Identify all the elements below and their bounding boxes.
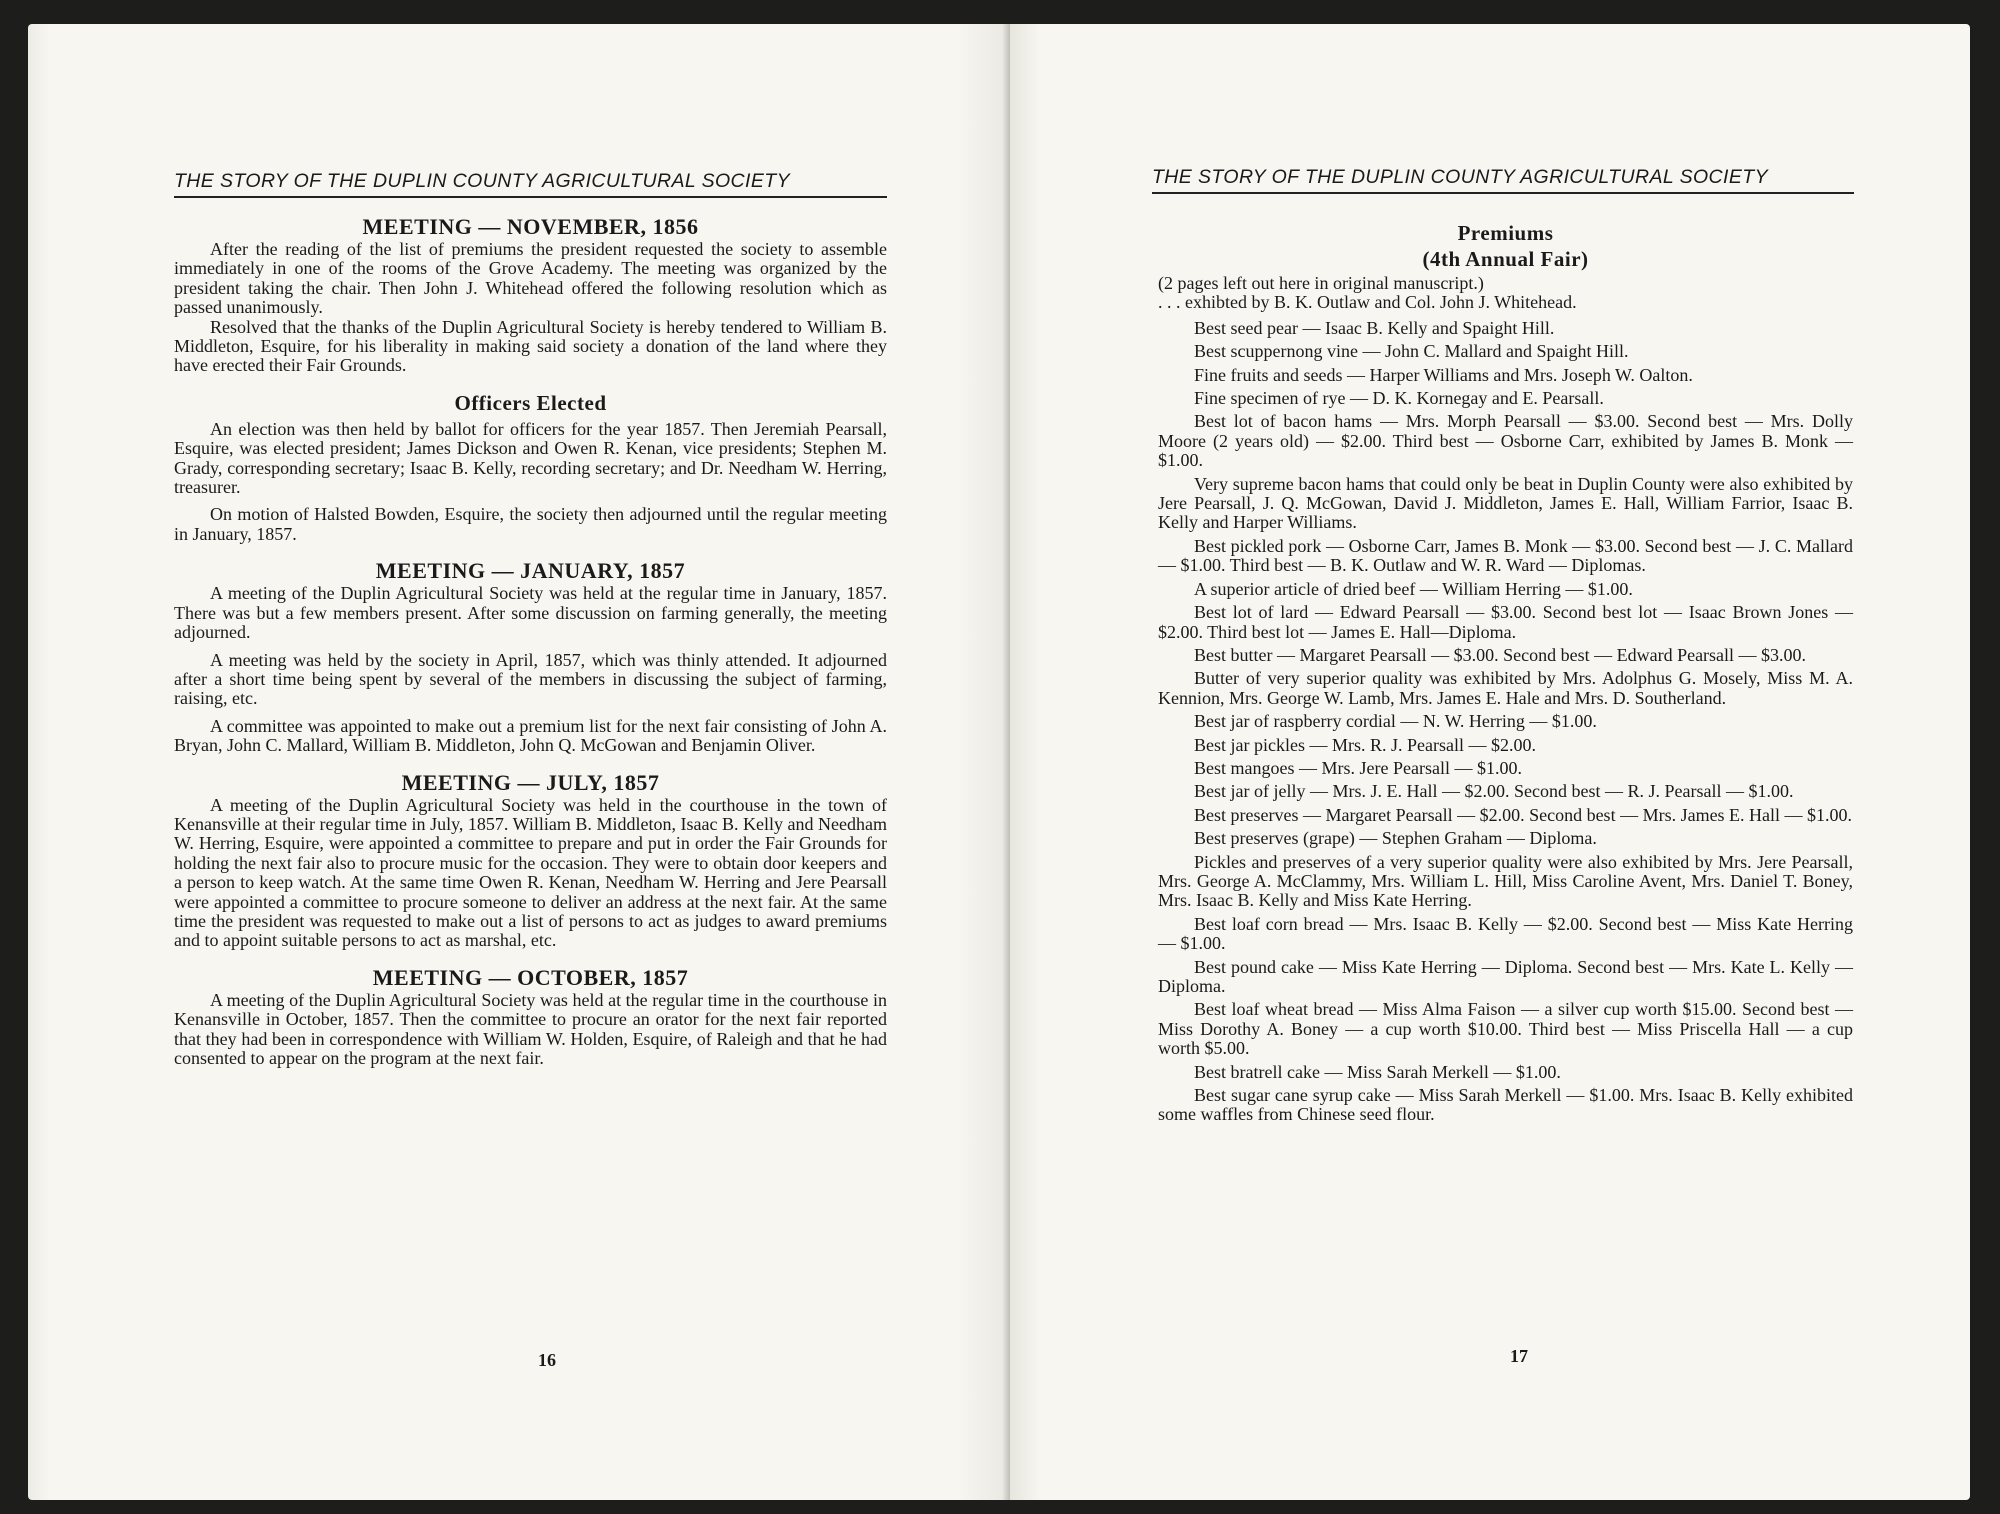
left-page — [28, 24, 1010, 1500]
premium-entry: Best lot of bacon hams — Mrs. Morph Pearsall — $3.00. Second best — Mrs. Dolly Moore (2 years old) — $2.00. Third best — Osborne Carr, exhibited by James B. Monk — $1.00. — [1158, 411, 1853, 471]
premium-entry: Best seed pear — Isaac B. Kelly and Spaight Hill. — [1194, 317, 1555, 338]
premium-entry: A superior article of dried beef — William Herring — $1.00. — [1194, 578, 1633, 599]
paragraph: An election was then held by ballot for officers for the year 1857. Then Jeremiah Pearsall, Esquire, was elected president; James Dickson and Owen R. Kenan, vice presidents; Stephen M. Grady, corresponding secretary; Isaac B. Kelly, recording secretary; and Dr. Needham W. Herring, treasurer. — [174, 418, 887, 498]
premium-entry: Best mangoes — Mrs. Jere Pearsall — $1.00. — [1194, 757, 1522, 778]
premium-entry: Butter of very superior quality was exhibited by Mrs. Adolphus G. Mosely, Miss M. A. Kennion, Mrs. George W. Lamb, Mrs. James E. Hale and Mrs. D. Southerland. — [1158, 668, 1853, 708]
premium-entry: Best lot of lard — Edward Pearsall — $3.00. Second best lot — Isaac Brown Jones — $2.00. Third best lot — James E. Hall—Diploma. — [1158, 602, 1853, 642]
paragraph: A meeting of the Duplin Agricultural Society was held at the regular time in January, 1857. There was but a few members present. After some discussion on farming generally, the meeting adjourned. — [174, 583, 887, 643]
premium-entry: Fine fruits and seeds — Harper Williams and Mrs. Joseph W. Oalton. — [1194, 364, 1693, 385]
premium-entry: Best preserves (grape) — Stephen Graham — Diploma. — [1194, 828, 1597, 849]
page-number-left: 16 — [538, 1350, 556, 1370]
right-column — [1158, 220, 1853, 1129]
page-number-right: 17 — [1510, 1346, 1528, 1366]
premium-entry: Pickles and preserves of a very superior quality were also exhibited by Mrs. Jere Pearsall, Mrs. George A. McClammy, Mrs. William L. Hill, Miss Caroline Avent, Mrs. Daniel T. Boney, Mrs. Isaac B. Kelly and Miss Kate Herring. — [1158, 851, 1853, 911]
heading-4th-annual-fair: (4th Annual Fair) — [1422, 247, 1589, 271]
premium-entry: Best butter — Margaret Pearsall — $3.00. Second best — Edward Pearsall — $3.00. — [1194, 644, 1807, 665]
premium-entry: Best bratrell cake — Miss Sarah Merkell — $1.00. — [1194, 1061, 1561, 1082]
premium-entry: Best jar of raspberry cordial — N. W. Herring — $1.00. — [1194, 711, 1597, 732]
premium-entry: Best pound cake — Miss Kate Herring — Diploma. Second best — Mrs. Kate L. Kelly — Diploma. — [1158, 956, 1853, 996]
premium-entries — [1158, 319, 1853, 1125]
heading-officers-elected: Officers Elected — [454, 390, 607, 415]
premium-entry: Best preserves — Margaret Pearsall — $2.00. Second best — Mrs. James E. Hall — $1.00. — [1194, 804, 1853, 825]
heading-meeting-november-1856: MEETING — NOVEMBER, 1856 — [362, 214, 699, 239]
premium-entry: Best loaf wheat bread — Miss Alma Faison — a silver cup worth $15.00. Second best — Miss Dorothy A. Boney — a cup worth $10.00. Third best — Miss Priscella Hall — a cup worth $5.00. — [1158, 999, 1853, 1059]
premium-entry: Fine specimen of rye — D. K. Kornegay and E. Pearsall. — [1194, 388, 1604, 409]
premium-entry: Best pickled pork — Osborne Carr, James B. Monk — $3.00. Second best — J. C. Mallard — $1.00. Third best — B. K. Outlaw and W. R. Ward — Diplomas. — [1158, 535, 1853, 576]
premium-entry: Very supreme bacon hams that could only be beat in Duplin County were also exhibited by Jere Pearsall, J. Q. McGowan, David J. Middleton, James E. Hall, William Farrior, Isaac B. Kelly and Harper Williams. — [1158, 473, 1853, 533]
paragraph: A committee was appointed to make out a premium list for the next fair consisting of John A. Bryan, John C. Mallard, William B. Middleton, John Q. McGowan and Benjamin Oliver. — [174, 715, 887, 756]
note-line: (2 pages left out here in original manuscript.) — [1158, 273, 1484, 293]
heading-meeting-january-1857: MEETING — JANUARY, 1857 — [375, 558, 686, 584]
running-head-right: THE STORY OF THE DUPLIN COUNTY AGRICULTURAL SOCIETY — [1152, 166, 1854, 194]
premium-entry: Best loaf corn bread — Mrs. Isaac B. Kelly — $2.00. Second best — Miss Kate Herring — $1.00. — [1158, 913, 1853, 954]
left-column — [174, 214, 887, 1068]
paragraph: Resolved that the thanks of the Duplin Agricultural Society is hereby tendered to William B. Middleton, Esquire, for his liberality in making said society a donation of the land where they have erected their Fair Grounds. — [174, 316, 887, 376]
premium-entry: Best jar of jelly — Mrs. J. E. Hall — $2.00. Second best — R. J. Pearsall — $1.00. — [1194, 781, 1794, 802]
premium-entry: Best scuppernong vine — John C. Mallard and Spaight Hill. — [1194, 341, 1629, 362]
right-page — [1010, 24, 1970, 1500]
paragraph: A meeting was held by the society in April, 1857, which was thinly attended. It adjourned after a short time being spent by several of the members in discussing the subject of farming, raising, etc. — [174, 649, 887, 709]
paragraph: A meeting of the Duplin Agricultural Society was held in the courthouse in the town of Kenansville at their regular time in July, 1857. William B. Middleton, Isaac B. Kelly and Needham W. Herring, Esquire, were appointed a committee to prepare and put in order the Fair Grounds for holding the next fair also to procure music for the occasion. They were to obtain door keepers and a person to keep watch. At the same time Owen R. Kenan, Needham W. Herring and Jere Pearsall were appointed a committee to procure someone to deliver an address at the next fair. At the same time the president was requested to make out a list of persons to act as judges to award premiums and to appoint suitable persons to act as marshal, etc. — [174, 794, 887, 951]
heading-premiums: Premiums — [1457, 221, 1554, 245]
paragraph: On motion of Halsted Bowden, Esquire, the society then adjourned until the regular meeting in January, 1857. — [174, 504, 887, 544]
paragraph: After the reading of the list of premiums the president requested the society to assemble immediately in one of the rooms of the Grove Academy. The meeting was organized by the president taking the chair. Then John J. Whitehead offered the following resolution which as passed unanimously. — [174, 239, 887, 318]
running-head-left: THE STORY OF THE DUPLIN COUNTY AGRICULTURAL SOCIETY — [174, 170, 887, 198]
paragraph: A meeting of the Duplin Agricultural Society was held at the regular time in the courthouse in Kenansville in October, 1857. Then the committee to procure an orator for the next fair reported that they had been in correspondence with William W. Holden, Esquire, of Raleigh and that he had consented to appear on the program at the next fair. — [174, 989, 887, 1068]
premium-entry: Best jar pickles — Mrs. R. J. Pearsall — $2.00. — [1194, 734, 1536, 755]
heading-meeting-october-1857: MEETING — OCTOBER, 1857 — [372, 964, 689, 990]
note-line: . . . exhibted by B. K. Outlaw and Col. John J. Whitehead. — [1158, 292, 1577, 313]
heading-meeting-july-1857: MEETING — JULY, 1857 — [401, 769, 660, 795]
premium-entry: Best sugar cane syrup cake — Miss Sarah Merkell — $1.00. Mrs. Isaac B. Kelly exhibited some waffles from Chinese seed flour. — [1158, 1085, 1853, 1125]
